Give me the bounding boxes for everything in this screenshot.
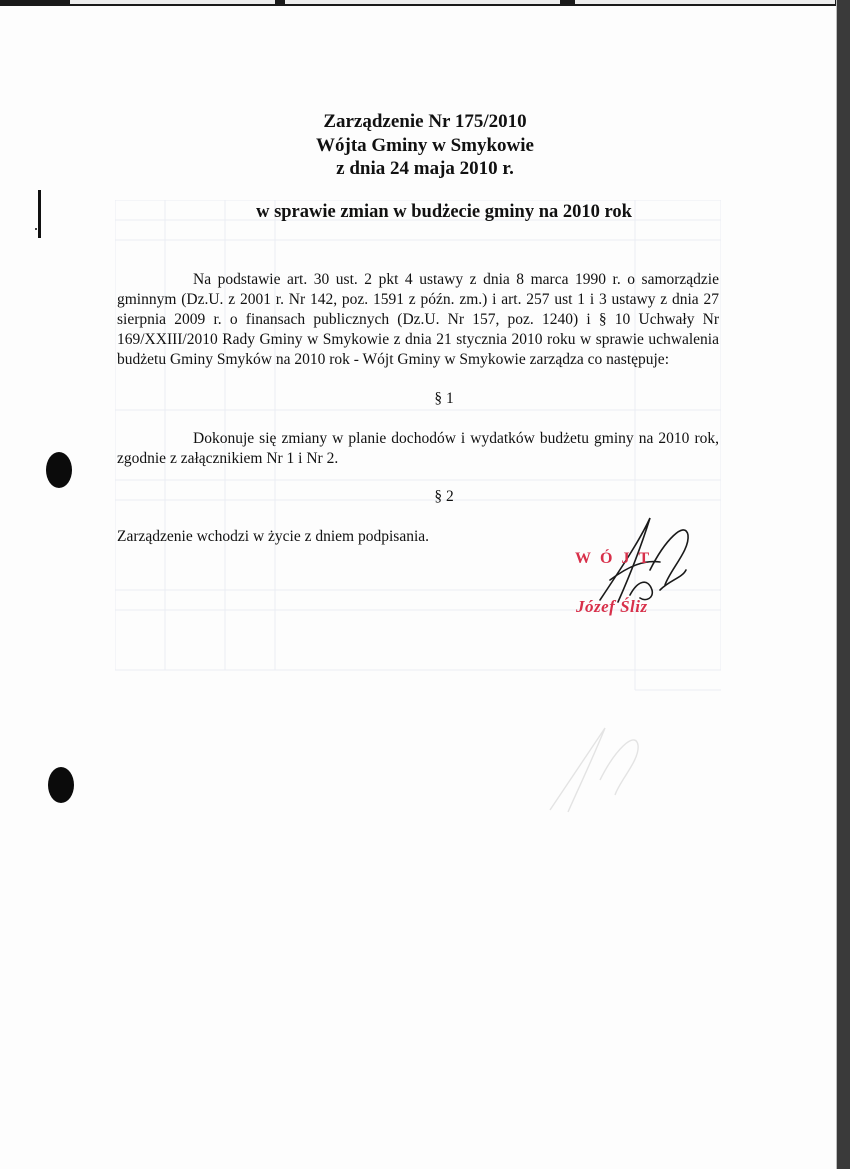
section-2-text: Zarządzenie wchodzi w życie z dniem podpisania. <box>117 528 430 545</box>
document-issuer: Wójta Gminy w Smykowie <box>316 135 534 156</box>
stamp-name: Józef Śliz <box>576 597 648 616</box>
document-date: z dnia 24 maja 2010 r. <box>336 158 514 179</box>
punch-hole <box>48 767 74 803</box>
margin-dot <box>35 228 37 230</box>
punch-hole <box>46 452 72 488</box>
section-2-heading: § 2 <box>434 488 454 505</box>
scan-top-gap <box>575 0 835 4</box>
document-subject: w sprawie zmian w budżecie gminy na 2010 rok <box>256 202 632 222</box>
scan-top-gap <box>285 0 560 4</box>
section-1-text: Dokonuje się zmiany w planie dochodów i wydatków budżetu gminy na 2010 rok, zgodnie z załącznikiem Nr 1 i Nr 2. <box>117 430 719 467</box>
document-title: Zarządzenie Nr 175/2010 <box>323 111 527 132</box>
section-1-heading: § 1 <box>434 390 454 407</box>
stamp-title: WÓJT <box>575 550 659 567</box>
bleed-through-signature <box>530 720 650 820</box>
scan-top-gap <box>70 0 275 4</box>
legal-basis-paragraph: Na podstawie art. 30 ust. 2 pkt 4 ustawy z dnia 8 marca 1990 r. o samorządzie gminnym (Dz.U. z 2001 r. Nr 142, poz. 1591 z późn. zm.) i art. 257 ust 1 i 3 ustawy z dnia 27 sierpnia 2009 r. o finansach publicznych (Dz.U. Nr 157, poz. 1240) i § 10 Uchwały Nr 169/XXIII/2010 Rady Gminy w Smykowie z dnia 21 stycznia 2010 roku w sprawie uchwalenia budżetu Gminy Smyków na 2010 rok - Wójt Gminy w Smykowie zarządza co następuje: <box>117 271 719 368</box>
